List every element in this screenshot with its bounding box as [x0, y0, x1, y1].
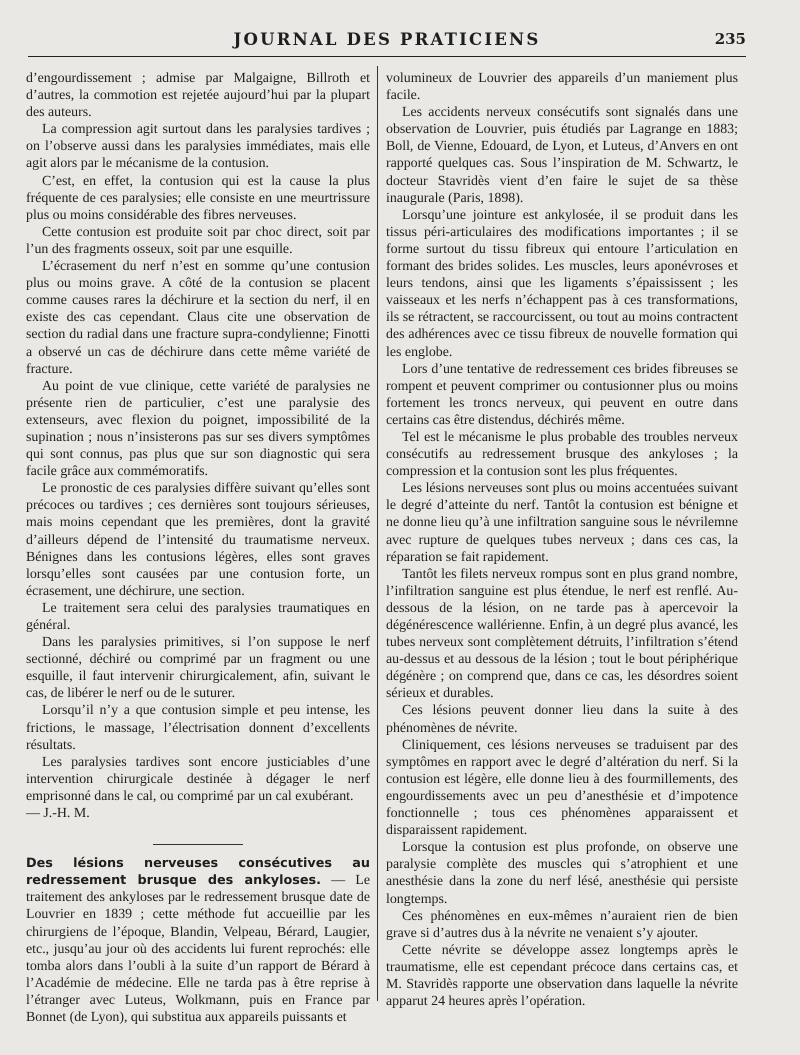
- paragraph: volumineux de Louvrier des appareils d’un maniement plus facile.: [386, 71, 738, 104]
- paragraph: Les lésions nerveuses sont plus ou moins accentuées suivant le degré d’atteinte du nerf. Tantôt la contusion est bénigne et ne donne lieu qu’à une infiltration sanguine sous le névrilemne avec rupture de quelques tubes nerveux ; dans ces cas, la réparation se fait rapidement.: [386, 481, 738, 565]
- paragraph: Ces lésions peuvent donner lieu dans la suite à des phénomènes de névrite.: [386, 703, 738, 736]
- paragraph: Le traitement sera celui des paralysies traumatiques en général.: [26, 600, 370, 633]
- paragraph: Lorsque la contusion est plus profonde, on observe une paralysie complète des muscles qui s’atrophient et une anesthésie dans la zone du nerf lésé, anesthésie qui persiste longtemps.: [386, 840, 738, 907]
- header-rule: [28, 56, 746, 57]
- paragraph: Lors d’une tentative de redressement ces brides fibreuses se rompent et peuvent comprimer ou contusionner plus ou moins fortement les troncs nerveux, qui peuvent en outre dans certains cas être distendus, déchirés même.: [386, 361, 738, 428]
- page-header: [28, 30, 746, 52]
- article-title: Des lésions nerveuses consécutives au redressement brusque des ankyloses.: [26, 856, 370, 889]
- paragraph: Les paralysies tardives sont encore justiciables d’une intervention chirurgicale destinée à dégager le nerf emprisonné dans le cal, ou comprimé par un cal exubérant.: [26, 754, 370, 804]
- paragraph: L’écrasement du nerf n’est en somme qu’une contusion plus ou moins grave. A côté de la contusion se placent comme causes rares la déchirure et la section du nerf, il en existe des cas cependant. Claus cite une observation de section du radial dans une fracture supra-condylienne; Finotti a observé un cas de déchirure dans cette même variété de fracture.: [26, 259, 370, 377]
- journal-title: JOURNAL DES PRATICIENS: [233, 30, 541, 49]
- section-separator: [153, 844, 243, 845]
- left-column: [26, 70, 370, 1026]
- paragraph: Lorsqu’il n’y a que contusion simple et peu intense, les frictions, le massage, l’électrisation donnent d’excellents résultats.: [26, 703, 370, 753]
- paragraph: La compression agit surtout dans les paralysies tardives ; on l’observe aussi dans les paralysies immédiates, mais elle agit alors par le mécanisme de la contusion.: [26, 122, 370, 172]
- paragraph: Lorsqu’une jointure est ankylosée, il se produit dans les tissus péri-articulaires des modifications importantes ; il se forme surtout du tissu fibreux qui entoure l’articulation en formant des brides solides. Les muscles, leurs aponévroses et leurs tendons, ainsi que les ligaments s’épaississent ; les vaisseaux et les nerfs n’échappent pas à ces transformations, ils se rétractent, se raccourcissent, ou tout au moins contractent des adhérences avec ce tissu fibreux de nouvelle formation qui les englobe.: [386, 207, 738, 360]
- right-column: [386, 70, 738, 1010]
- paragraph: Cliniquement, ces lésions nerveuses se traduisent par des symptômes en rapport avec le degré d’altération du nerf. Si la contusion est légère, elle donne lieu à des fourmillements, des engourdissements avec un peu d’anesthésie et d’impotence fonctionnelle ; tous ces phénomènes apparaissent et disparaissent rapidement.: [386, 737, 738, 839]
- article-intro: [26, 855, 370, 1026]
- paragraph: C’est, en effet, la contusion qui est la cause la plus fréquente de ces paralysies; elle consiste en une meurtrissure plus ou moins considérable des fibres nerveuses.: [26, 173, 370, 223]
- paragraph: d’engourdissement ; admise par Malgaigne, Billroth et d’autres, la commotion est rejetée aujourd’hui par la plupart des auteurs.: [26, 71, 370, 121]
- paragraph: Tantôt les filets nerveux rompus sont en plus grand nombre, l’infiltration sanguine est plus étendue, le nerf est renflé. Au-dessous de la lésion, on ne tarde pas à apercevoir la dégénérescence wallérienne. Enfin, à un degré plus avancé, les tubes nerveux sont complètement détruits, l’infiltration s’étend au-dessus et au dessous de la lésion ; tout le bout périphérique dégénère ; on comprend que, dans ce cas, les désordres soient sérieux et durables.: [386, 566, 738, 702]
- article-text: — Le traitement des ankyloses par le redressement brusque date de Louvrier en 1839 ; cette méthode fut accueillie par les chirurgiens de l’époque, Blandin, Velpeau, Bérard, Laugier, etc., jusqu’au jour où des accidents lui furent reprochés: elle tomba alors dans l’oubli à la suite d’un rapport de Bérard à l’Académie de médecine. Elle ne tarda pas à être reprise à l’étranger avec Luteus, Wolkmann, puis en France par Bonnet (de Lyon), qui substitua aux appareils puissants et: [26, 873, 370, 1025]
- paragraph: Cette contusion est produite soit par choc direct, soit par l’un des fragments osseux, soit par une esquille.: [26, 224, 370, 257]
- column-divider: [377, 66, 378, 1001]
- paragraph: Les accidents nerveux consécutifs sont signalés dans une observation de Louvrier, puis étudiés par Lagrange en 1883; Boll, de Vienne, Edouard, de Lyon, et Luteus, d’Anvers en ont rapporté quelques cas. Sous l’inspiration de M. Schwartz, le docteur Stavridès vient d’en faire le sujet de sa thèse inaugurale (Paris, 1898).: [386, 105, 738, 206]
- paragraph: Tel est le mécanisme le plus probable des troubles nerveux consécutifs au redressement brusque des ankyloses ; la compression et la contusion sont les plus fréquentes.: [386, 429, 738, 480]
- paragraph: Le pronostic de ces paralysies diffère suivant qu’elles sont précoces ou tardives ; ces dernières sont toujours sérieuses, mais moins cependant que les premières, dont la gravité d’ailleurs dépend de l’intensité du traumatisme nerveux. Bénignes dans les contusions légères, elles sont graves lorsqu’elles sont causées par une contusion forte, un écrasement, une déchirure, une section.: [26, 481, 370, 599]
- paragraph: Ces phénomènes en eux-mêmes n’auraient rien de bien grave si d’autres dus à la névrite ne venaient s’y ajouter.: [386, 908, 738, 941]
- author-signature: — J.-H. M.: [26, 806, 90, 822]
- paragraph: Cette névrite se développe assez longtemps après le traumatisme, elle est cependant précoce dans certains cas, et M. Stavridès rapporte une observation dans laquelle la névrite apparut 24 heures après l’opération.: [386, 942, 738, 1010]
- page-number: 235: [714, 30, 746, 48]
- paragraph: Dans les paralysies primitives, si l’on suppose le nerf sectionné, déchiré ou comprimé par un fragment ou une esquille, il faut intervenir chirurgicalement, afin, suivant le cas, de libérer le nerf ou de le suturer.: [26, 635, 370, 702]
- paragraph: Au point de vue clinique, cette variété de paralysies ne présente rien de particulier, c’est une paralysie des extenseurs, avec flexion du poignet, impossibilité de la supination ; nous n’insisterons pas sur ses divers symptômes qui sont connus, pas plus que sur son diagnostic qui sera facile grâce aux commémoratifs.: [26, 378, 370, 480]
